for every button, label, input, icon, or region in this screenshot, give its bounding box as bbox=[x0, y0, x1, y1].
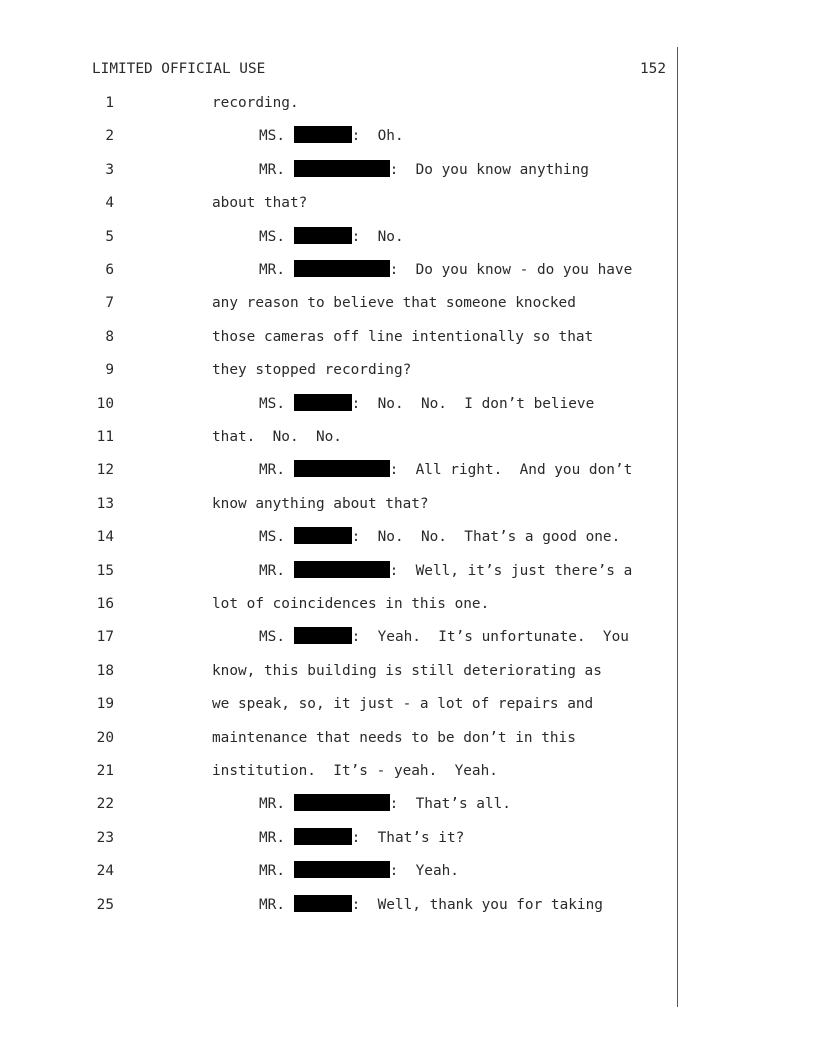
line-content: any reason to believe that someone knocked bbox=[212, 295, 576, 312]
speaker-line bbox=[259, 895, 603, 915]
page-number: 152 bbox=[640, 61, 666, 77]
redaction-box bbox=[294, 527, 352, 544]
line-content: : All right. And you don’t bbox=[389, 462, 633, 479]
line-number: 23 bbox=[96, 829, 114, 846]
line-number: 17 bbox=[96, 629, 114, 646]
line-number: 16 bbox=[96, 596, 114, 612]
transcript-line bbox=[0, 728, 680, 752]
speaker-title: MR. bbox=[259, 562, 294, 579]
redaction-box bbox=[294, 460, 390, 477]
line-number: 20 bbox=[96, 729, 114, 746]
speaker-title: MS. bbox=[259, 128, 294, 145]
speaker-line bbox=[259, 260, 632, 280]
speaker-title: MR. bbox=[259, 796, 294, 813]
line-number: 7 bbox=[105, 295, 114, 312]
speaker-title: MS. bbox=[259, 529, 294, 546]
line-content: they stopped recording? bbox=[212, 362, 412, 379]
transcript-line bbox=[0, 227, 680, 251]
line-content: about that? bbox=[212, 195, 308, 212]
line-content: that. No. No. bbox=[212, 429, 342, 445]
speaker-title: MR. bbox=[259, 462, 294, 479]
line-content: : No. No. That’s a good one. bbox=[351, 529, 621, 546]
speaker-line bbox=[259, 527, 620, 547]
line-content: we speak, so, it just - a lot of repairs and bbox=[212, 696, 594, 713]
transcript-line bbox=[0, 360, 680, 384]
transcript-line bbox=[0, 394, 680, 418]
line-text bbox=[212, 427, 342, 447]
line-number: 14 bbox=[96, 529, 114, 546]
line-content: : Yeah. It’s unfortunate. You bbox=[351, 629, 629, 646]
transcript-line bbox=[0, 494, 680, 518]
transcript-line bbox=[0, 761, 680, 785]
transcript-line bbox=[0, 327, 680, 351]
line-text bbox=[212, 93, 299, 113]
speaker-title: MS. bbox=[259, 395, 294, 412]
line-text bbox=[212, 193, 307, 213]
speaker-line bbox=[259, 160, 589, 180]
transcript-line bbox=[0, 594, 680, 618]
line-content: institution. It’s - yeah. Yeah. bbox=[212, 763, 498, 779]
line-text bbox=[212, 594, 489, 614]
line-number: 3 bbox=[105, 161, 114, 178]
speaker-line bbox=[259, 394, 594, 414]
line-content: maintenance that needs to be don’t in this bbox=[212, 729, 576, 746]
redaction-box bbox=[294, 828, 352, 845]
line-text bbox=[212, 661, 602, 681]
line-text bbox=[212, 494, 429, 514]
speaker-title: MS. bbox=[259, 629, 294, 646]
line-content: : Do you know - do you have bbox=[389, 262, 633, 278]
line-content: : That’s it? bbox=[351, 829, 465, 846]
redaction-box bbox=[294, 160, 390, 177]
speaker-line bbox=[259, 861, 459, 881]
transcript-line bbox=[0, 193, 680, 217]
line-number: 8 bbox=[105, 328, 114, 345]
line-number: 15 bbox=[96, 562, 114, 579]
transcript-line bbox=[0, 861, 680, 885]
line-content: : No. No. I don’t believe bbox=[351, 395, 595, 412]
line-text bbox=[212, 360, 411, 380]
line-number: 12 bbox=[96, 462, 114, 479]
speaker-line bbox=[259, 794, 511, 814]
line-content: those cameras off line intentionally so that bbox=[212, 328, 594, 345]
line-content: : Well, thank you for taking bbox=[351, 896, 603, 913]
transcript-line bbox=[0, 561, 680, 585]
line-content: : Yeah. bbox=[389, 863, 459, 880]
line-text bbox=[212, 327, 593, 347]
classification-header: LIMITED OFFICIAL USE bbox=[92, 61, 266, 77]
line-content: know anything about that? bbox=[212, 495, 429, 512]
redaction-box bbox=[294, 227, 352, 244]
line-number: 22 bbox=[96, 796, 114, 813]
speaker-title: MR. bbox=[259, 863, 294, 880]
speaker-title: MR. bbox=[259, 161, 294, 178]
transcript-line bbox=[0, 794, 680, 818]
line-number: 11 bbox=[96, 429, 114, 445]
redaction-box bbox=[294, 561, 390, 578]
redaction-box bbox=[294, 394, 352, 411]
transcript-line bbox=[0, 160, 680, 184]
line-content: lot of coincidences in this one. bbox=[212, 596, 490, 612]
speaker-line bbox=[259, 561, 632, 581]
transcript-line bbox=[0, 527, 680, 551]
line-number: 25 bbox=[96, 896, 114, 913]
redaction-box bbox=[294, 895, 352, 912]
line-number: 6 bbox=[105, 262, 114, 278]
speaker-title: MS. bbox=[259, 228, 294, 245]
speaker-title: MR. bbox=[259, 896, 294, 913]
transcript-line bbox=[0, 260, 680, 284]
line-text bbox=[212, 293, 576, 313]
speaker-line bbox=[259, 126, 404, 146]
line-content: : Oh. bbox=[351, 128, 404, 145]
line-content: : That’s all. bbox=[389, 796, 511, 813]
line-number: 19 bbox=[96, 696, 114, 713]
line-number: 24 bbox=[96, 863, 114, 880]
transcript-line bbox=[0, 627, 680, 651]
speaker-title: MR. bbox=[259, 829, 294, 846]
redaction-box bbox=[294, 627, 352, 644]
line-number: 2 bbox=[105, 128, 114, 145]
line-number: 10 bbox=[96, 395, 114, 412]
speaker-line bbox=[259, 227, 404, 247]
line-number: 5 bbox=[105, 228, 114, 245]
speaker-line bbox=[259, 828, 464, 848]
transcript-line bbox=[0, 661, 680, 685]
transcript-line bbox=[0, 427, 680, 451]
line-content: recording. bbox=[212, 95, 299, 111]
transcript-line bbox=[0, 126, 680, 150]
line-number: 21 bbox=[96, 763, 114, 779]
line-content: : Well, it’s just there’s a bbox=[389, 562, 633, 579]
line-number: 4 bbox=[105, 195, 114, 212]
line-content: : No. bbox=[351, 228, 404, 245]
line-number: 18 bbox=[96, 662, 114, 679]
transcript-line bbox=[0, 895, 680, 919]
speaker-title: MR. bbox=[259, 262, 294, 278]
line-text bbox=[212, 694, 593, 714]
redaction-box bbox=[294, 126, 352, 143]
transcript-line bbox=[0, 694, 680, 718]
speaker-line bbox=[259, 460, 632, 480]
redaction-box bbox=[294, 794, 390, 811]
line-number: 9 bbox=[105, 362, 114, 379]
transcript-line bbox=[0, 293, 680, 317]
line-content: know, this building is still deteriorating as bbox=[212, 662, 602, 679]
transcript-line bbox=[0, 93, 680, 117]
line-number: 1 bbox=[105, 95, 114, 111]
line-number: 13 bbox=[96, 495, 114, 512]
transcript-line bbox=[0, 828, 680, 852]
transcript-line bbox=[0, 460, 680, 484]
line-text bbox=[212, 728, 576, 748]
line-content: : Do you know anything bbox=[389, 161, 589, 178]
redaction-box bbox=[294, 260, 390, 277]
line-text bbox=[212, 761, 498, 781]
redaction-box bbox=[294, 861, 390, 878]
speaker-line bbox=[259, 627, 629, 647]
